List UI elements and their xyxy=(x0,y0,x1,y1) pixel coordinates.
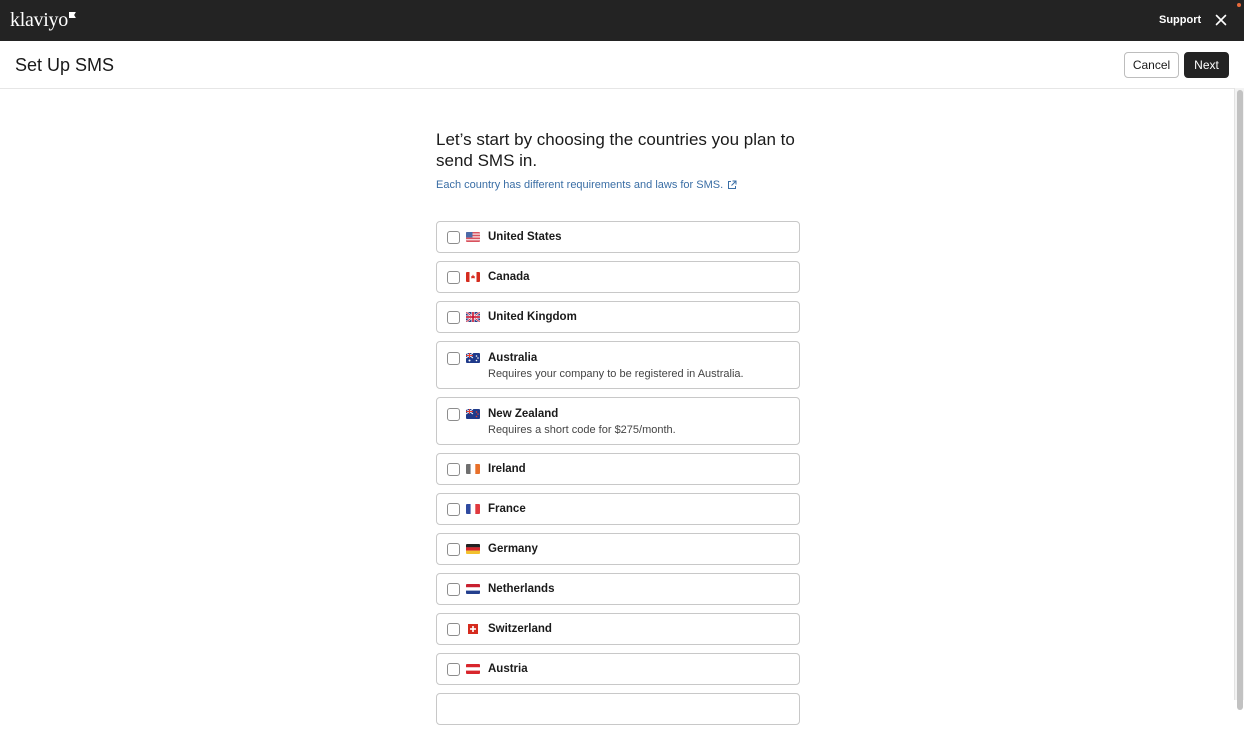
flag-ie-icon xyxy=(466,464,480,474)
country-option-united-states[interactable] xyxy=(436,221,800,253)
flag-nz-icon xyxy=(466,409,480,419)
country-name: New Zealand xyxy=(488,408,559,420)
cancel-button[interactable]: Cancel xyxy=(1124,52,1179,78)
country-option-france[interactable] xyxy=(436,493,800,525)
country-name: United Kingdom xyxy=(488,311,577,323)
country-option-new-zealand[interactable] xyxy=(436,397,800,445)
country-option-austria[interactable] xyxy=(436,653,800,685)
country-list xyxy=(436,221,800,733)
logo-flag-icon xyxy=(69,12,76,18)
logo-text: klaviyo xyxy=(10,9,68,31)
country-name: Germany xyxy=(488,543,538,555)
flag-de-icon xyxy=(466,544,480,554)
checkbox[interactable] xyxy=(447,503,460,516)
flag-ch-icon xyxy=(466,624,480,634)
checkbox[interactable] xyxy=(447,352,460,365)
checkbox[interactable] xyxy=(447,543,460,556)
notification-dot xyxy=(1237,3,1241,7)
klaviyo-logo[interactable] xyxy=(10,9,76,32)
country-option-switzerland[interactable] xyxy=(436,613,800,645)
checkbox[interactable] xyxy=(447,311,460,324)
flag-us-icon xyxy=(466,232,480,242)
page-header xyxy=(0,41,1244,89)
intro-heading: Let’s start by choosing the countries you plan to send SMS in. xyxy=(436,130,795,170)
flag-gb-icon xyxy=(466,312,480,322)
checkbox[interactable] xyxy=(447,623,460,636)
country-requirement: Requires your company to be registered in Australia. xyxy=(488,368,744,380)
scrollbar[interactable] xyxy=(1234,88,1244,700)
scrollbar-thumb[interactable] xyxy=(1237,90,1243,710)
country-name: Ireland xyxy=(488,463,526,475)
country-name: United States xyxy=(488,231,562,243)
checkbox[interactable] xyxy=(447,271,460,284)
flag-au-icon xyxy=(466,353,480,363)
requirements-link-text: Each country has different requirements and laws for SMS. xyxy=(436,179,724,191)
country-option-germany[interactable] xyxy=(436,533,800,565)
flag-at-icon xyxy=(466,664,480,674)
checkbox[interactable] xyxy=(447,463,460,476)
checkbox[interactable] xyxy=(447,583,460,596)
top-bar xyxy=(0,0,1244,41)
country-name: France xyxy=(488,503,526,515)
flag-nl-icon xyxy=(466,584,480,594)
country-option-netherlands[interactable] xyxy=(436,573,800,605)
page-title: Set Up SMS xyxy=(15,55,115,75)
checkbox[interactable] xyxy=(447,663,460,676)
country-option-canada[interactable] xyxy=(436,261,800,293)
country-name: Austria xyxy=(488,663,528,675)
next-button[interactable]: Next xyxy=(1184,52,1229,78)
flag-ca-icon xyxy=(466,272,480,282)
country-option-australia[interactable] xyxy=(436,341,800,389)
flag-fr-icon xyxy=(466,504,480,514)
support-link[interactable]: Support xyxy=(1159,14,1202,26)
country-name: Switzerland xyxy=(488,623,552,635)
requirements-link[interactable] xyxy=(436,179,800,191)
country-option-ireland[interactable] xyxy=(436,453,800,485)
country-name: Australia xyxy=(488,352,538,364)
external-link-icon xyxy=(727,180,737,190)
close-icon[interactable] xyxy=(1213,12,1229,28)
checkbox[interactable] xyxy=(447,231,460,244)
country-name: Netherlands xyxy=(488,583,555,595)
checkbox[interactable] xyxy=(447,408,460,421)
intro-section xyxy=(436,130,800,191)
country-requirement: Requires a short code for $275/month. xyxy=(488,424,676,436)
country-option-partial[interactable] xyxy=(436,693,800,725)
country-name: Canada xyxy=(488,271,530,283)
country-option-united-kingdom[interactable] xyxy=(436,301,800,333)
